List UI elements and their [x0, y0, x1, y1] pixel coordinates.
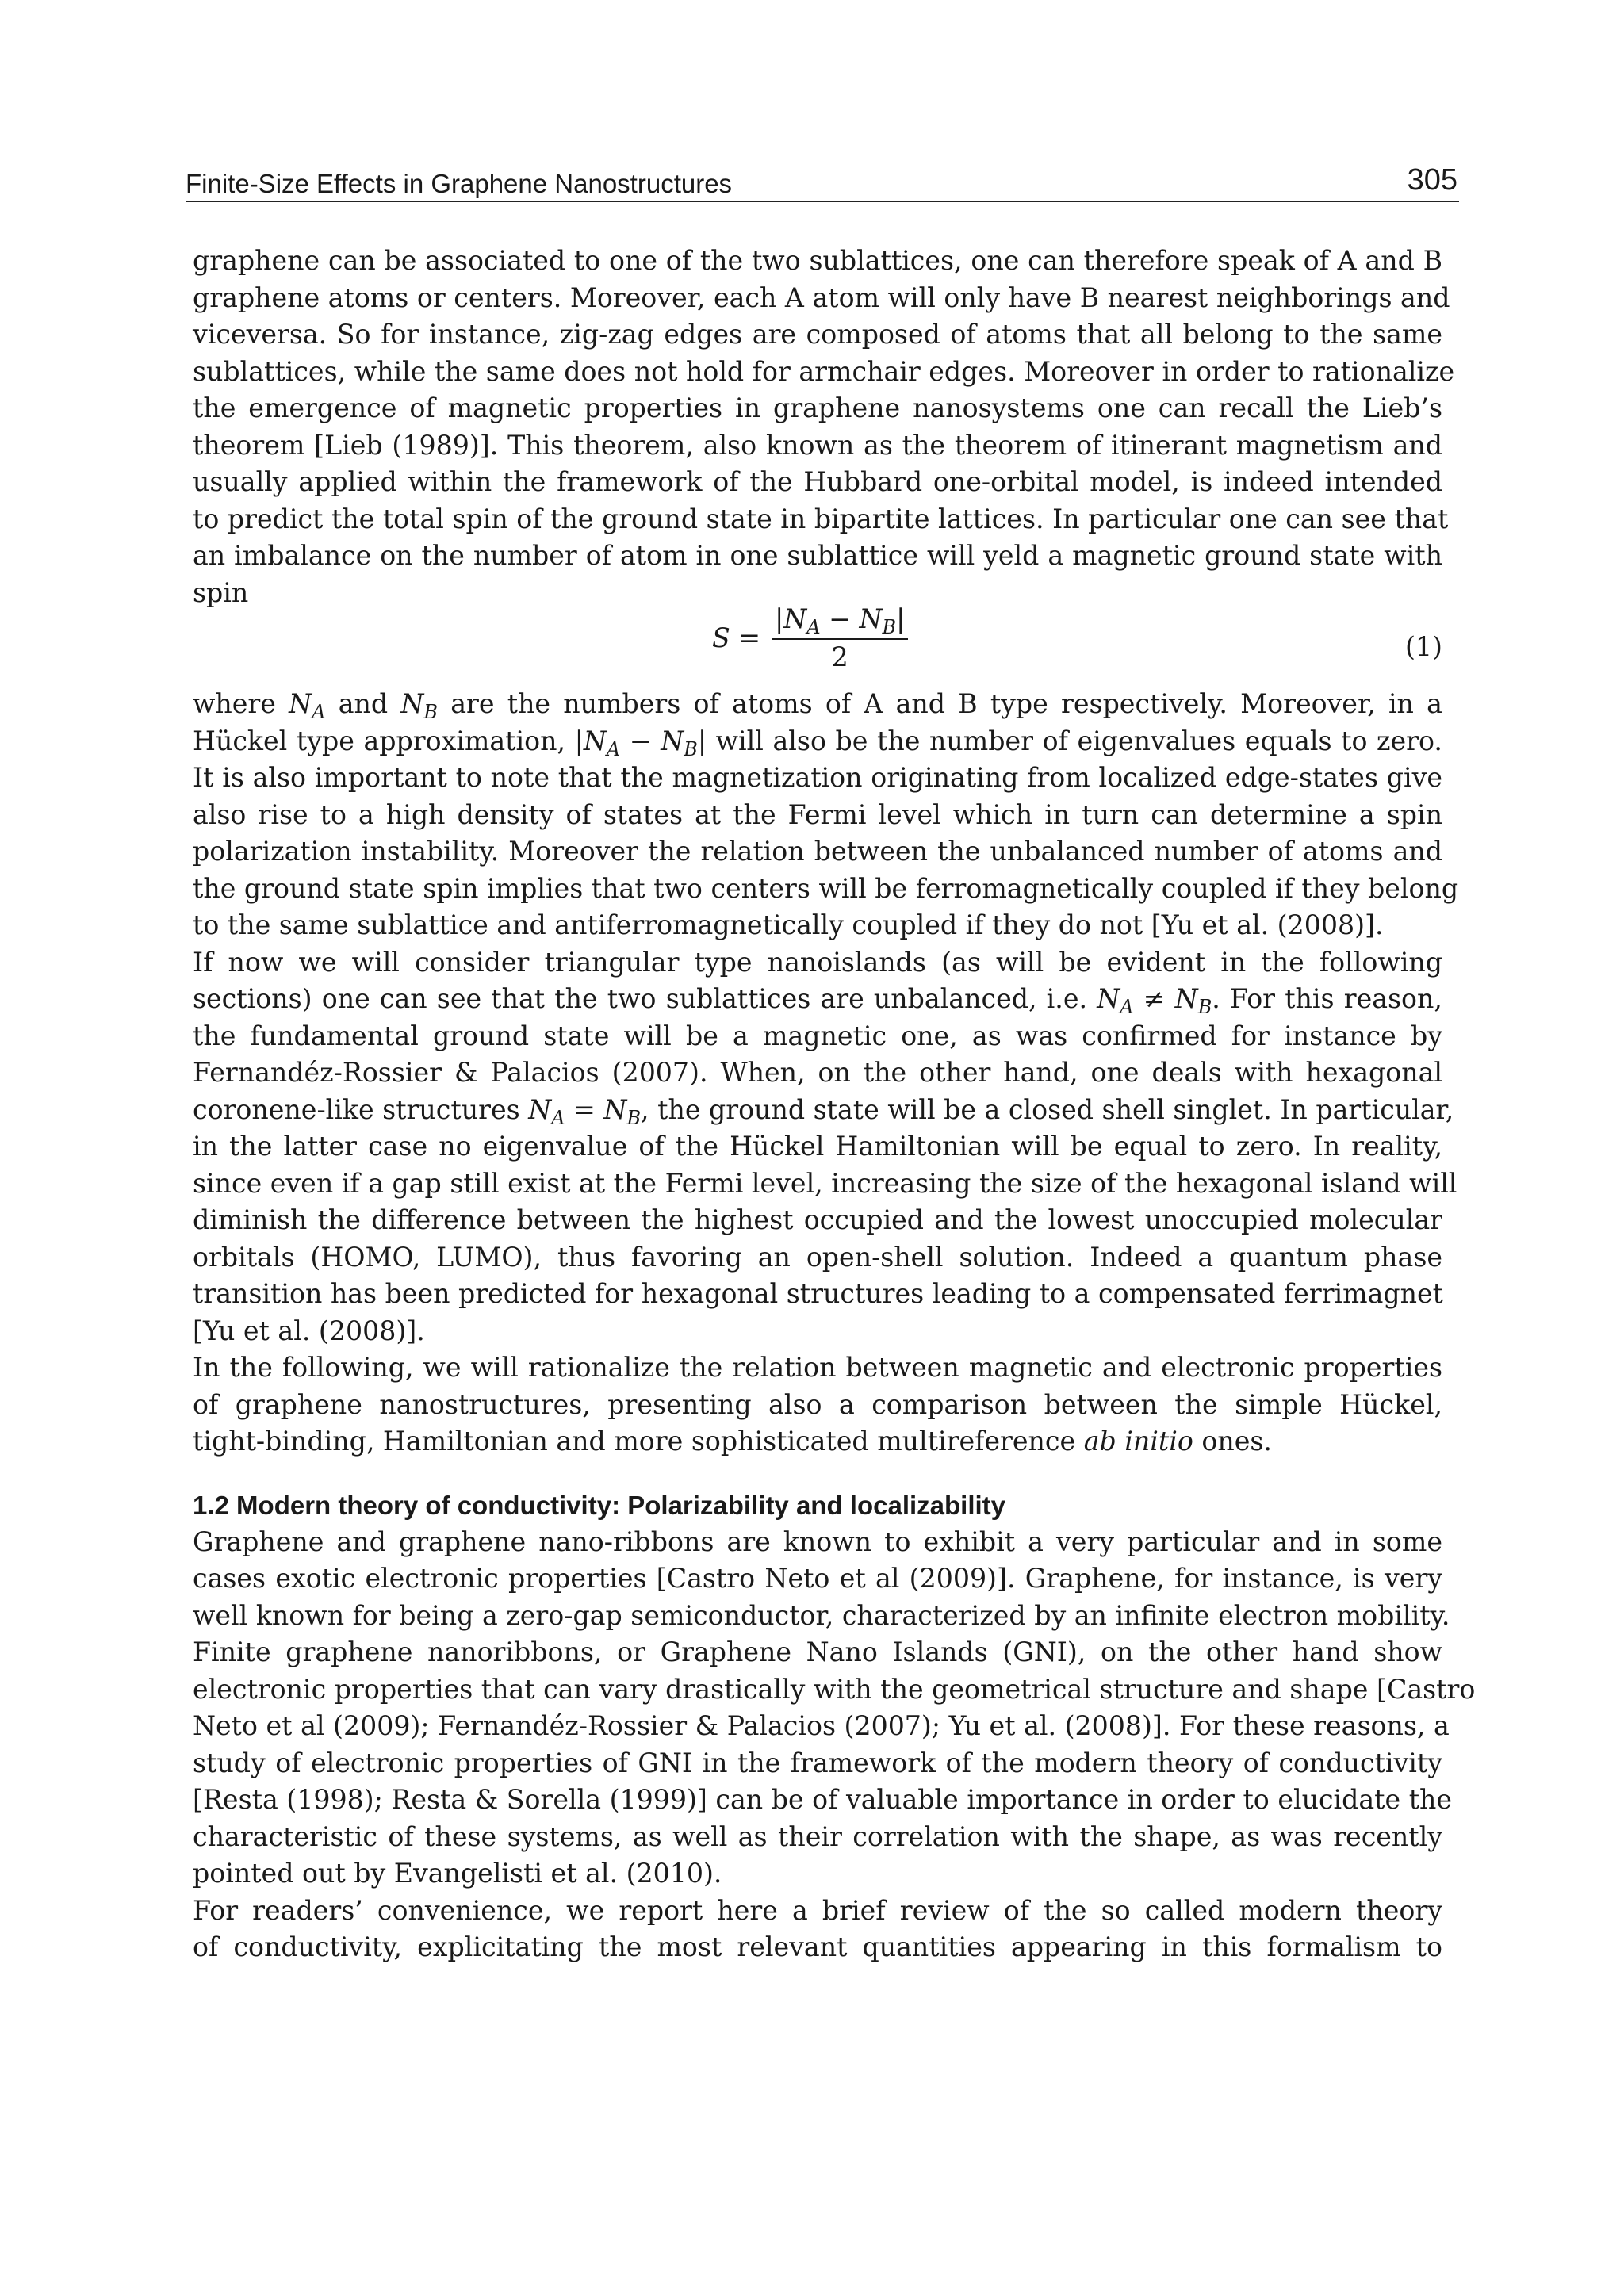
- numerator-part: |: [896, 603, 906, 634]
- text-line: characteristic of these systems, as well as their correlation with the shape, as was recently: [193, 1820, 1442, 1852]
- text-line: Neto et al (2009); Fernandéz-Rossier & Palacios (2007); Yu et al. (2008)]. For these reasons, a: [193, 1710, 1450, 1741]
- text-line: also rise to a high density of states at the Fermi level which in turn can determine a spin: [193, 798, 1442, 830]
- text-line: viceversa. So for instance, zig-zag edges are composed of atoms that all belong to the same: [193, 319, 1442, 350]
- paragraph-2: [193, 686, 1459, 944]
- subscript-b: B: [882, 616, 897, 639]
- paragraph-4: [193, 1349, 1442, 1460]
- body-text: [193, 243, 1476, 1966]
- text-line: study of electronic properties of GNI in the framework of the modern theory of conductivity: [193, 1747, 1442, 1778]
- text-line: of conductivity, explicitating the most relevant quantities appearing in this formalism to: [193, 1931, 1442, 1962]
- math-abs-diff: [574, 725, 707, 760]
- text-run: where: [193, 688, 276, 719]
- text-line: [193, 1092, 1454, 1129]
- text-run: tight-binding, Hamiltonian and more sophisticated multireference: [193, 1426, 1076, 1457]
- math-symbol: N: [400, 688, 424, 719]
- text-line: since even if a gap still exist at the Fermi level, increasing the size of the hexagonal island will: [193, 1167, 1457, 1199]
- text-line: It is also important to note that the magnetization originating from localized edge-states give: [193, 762, 1442, 793]
- numerator-part: − N: [820, 603, 883, 634]
- equation-number: (1): [1404, 631, 1442, 662]
- math-subscript: B: [423, 701, 438, 724]
- text-run: are the numbers of atoms of A and B type respectively. Moreover, in a: [450, 688, 1442, 719]
- paragraph-6: [193, 1893, 1442, 1966]
- math-part: = N: [565, 1093, 627, 1125]
- text-line: to the same sublattice and antiferromagnetically coupled if they do not [Yu et al. (2008)].: [193, 909, 1384, 940]
- text-line: [193, 981, 1442, 1018]
- page-number: 305: [1407, 163, 1457, 197]
- math-subscript: A: [1120, 996, 1134, 1019]
- text-run: sections) one can see that the two sublattices are unbalanced, i.e.: [193, 983, 1088, 1014]
- text-line: the fundamental ground state will be a magnetic one, as was confirmed for instance by: [193, 1020, 1442, 1051]
- math-symbol: N: [289, 688, 312, 719]
- text-line: Graphene and graphene nano-ribbons are known to exhibit a very particular and in some: [193, 1525, 1442, 1557]
- text-line: cases exotic electronic properties [Castro Neto et al (2009)]. Graphene, for instance, is very: [193, 1563, 1442, 1594]
- italic-term: ab initio: [1083, 1426, 1193, 1457]
- text-run: Hückel type approximation,: [193, 725, 566, 756]
- text-line: spin: [193, 576, 249, 608]
- text-line: usually applied within the framework of the Hubbard one-orbital model, is indeed intended: [193, 466, 1442, 497]
- text-line: well known for being a zero-gap semiconductor, characterized by an infinite electron mobility.: [193, 1599, 1450, 1631]
- subscript-a: A: [806, 616, 821, 639]
- text-line: graphene can be associated to one of the two sublattices, one can therefore speak of A and B: [193, 245, 1442, 276]
- text-run: . For this reason,: [1212, 983, 1442, 1014]
- fraction-denominator: 2: [831, 641, 848, 672]
- math-subscript: B: [1197, 996, 1212, 1019]
- text-line: diminish the difference between the highest occupied and the lowest unoccupied molecular: [193, 1204, 1442, 1235]
- text-line: to predict the total spin of the ground state in bipartite lattices. In particular one can see that: [193, 503, 1449, 534]
- text-line: Fernandéz-Rossier & Palacios (2007). When, on the other hand, one deals with hexagonal: [193, 1057, 1442, 1088]
- math-part: − N: [620, 725, 684, 756]
- text-run: , the ground state will be a closed shell singlet. In particular,: [641, 1093, 1454, 1125]
- math-subscript: A: [551, 1106, 565, 1129]
- equation-body: [712, 602, 908, 675]
- math-part: N: [528, 1093, 552, 1125]
- paragraph-1: [193, 243, 1455, 611]
- math-part: |N: [574, 725, 607, 756]
- text-line: [Resta (1998); Resta & Sorella (1999)] can be of valuable importance in order to elucidate the: [193, 1784, 1453, 1815]
- text-line: graphene atoms or centers. Moreover, each A atom will only have B nearest neighborings and: [193, 281, 1450, 313]
- math-nb: [400, 688, 438, 724]
- math-part: |: [697, 725, 707, 756]
- text-line: of graphene nanostructures, presenting also a comparison between the simple Hückel,: [193, 1388, 1442, 1420]
- equation-lhs: S =: [712, 622, 761, 653]
- fraction-numerator: [772, 602, 908, 640]
- text-line: If now we will consider triangular type nanoislands (as will be evident in the following: [193, 946, 1442, 978]
- math-subscript: B: [684, 737, 698, 760]
- numerator-part: |N: [775, 603, 807, 634]
- math-na: [289, 688, 326, 724]
- paragraph-5: [193, 1524, 1476, 1893]
- running-head-title: Finite-Size Effects in Graphene Nanostructures: [186, 169, 733, 198]
- text-line: polarization instability. Moreover the relation between the unbalanced number of atoms and: [193, 836, 1442, 867]
- text-run: and: [338, 688, 389, 719]
- text-line: [193, 1423, 1442, 1460]
- text-line: in the latter case no eigenvalue of the Hückel Hamiltonian will be equal to zero. In reality,: [193, 1131, 1442, 1162]
- running-head: [186, 163, 1459, 202]
- fraction: [772, 602, 908, 675]
- text-line: Finite graphene nanoribbons, or Graphene Nano Islands (GNI), on the other hand show: [193, 1636, 1442, 1667]
- text-line: pointed out by Evangelisti et al. (2010).: [193, 1858, 722, 1889]
- paragraph-3: [193, 944, 1457, 1350]
- text-line: sublattices, while the same does not hold for armchair edges. Moreover in order to rationalize: [193, 355, 1455, 387]
- text-line: [193, 723, 1442, 760]
- text-line: orbitals (HOMO, LUMO), thus favoring an open-shell solution. Indeed a quantum phase: [193, 1241, 1442, 1273]
- math-part: N: [1097, 983, 1120, 1014]
- text-line: theorem [Lieb (1989)]. This theorem, also known as the theorem of itinerant magnetism and: [193, 429, 1442, 461]
- math-subscript: A: [606, 737, 621, 760]
- math-eq: [528, 1093, 642, 1129]
- text-run: coronene-like structures: [193, 1093, 520, 1125]
- math-neq: [1097, 983, 1212, 1019]
- text-line: an imbalance on the number of atom in one sublattice will yeld a magnetic ground state with: [193, 540, 1442, 571]
- text-line: [Yu et al. (2008)].: [193, 1315, 425, 1346]
- text-line: [193, 686, 1442, 723]
- text-line: transition has been predicted for hexagonal structures leading to a compensated ferrimagnet: [193, 1278, 1444, 1309]
- text-run: will also be the number of eigenvalues equals to zero.: [715, 725, 1442, 756]
- text-line: the emergence of magnetic properties in graphene nanosystems one can recall the Lieb’s: [193, 392, 1442, 423]
- text-line: For readers’ convenience, we report here a brief review of the so called modern theory: [193, 1894, 1442, 1926]
- text-line: electronic properties that can vary drastically with the geometrical structure and shape [Castro: [193, 1673, 1476, 1705]
- math-subscript: B: [626, 1106, 642, 1129]
- equation-1: [193, 603, 1442, 686]
- section-heading: 1.2 Modern theory of conductivity: Polarizability and localizability: [193, 1490, 1006, 1520]
- text-line: the ground state spin implies that two centers will be ferromagnetically coupled if they belong: [193, 872, 1459, 904]
- text-line: In the following, we will rationalize the relation between magnetic and electronic properties: [193, 1352, 1442, 1383]
- math-subscript: A: [312, 701, 326, 724]
- math-part: ≠ N: [1133, 983, 1198, 1014]
- text-run: ones.: [1201, 1426, 1272, 1457]
